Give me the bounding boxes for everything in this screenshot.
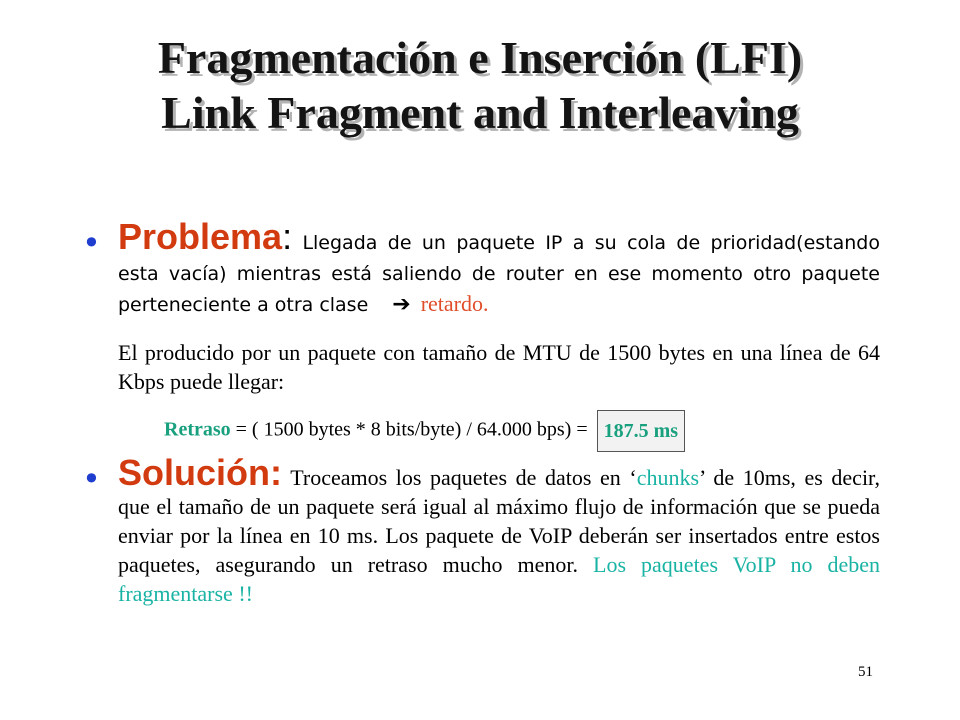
solution-text-after: ’ de 10ms, es decir, que el tamaño de un paquete será igual al máximo flujo de información que se pueda enviar por la línea en 10 ms. Los paquete de VoIP deberán ser insertados entre estos paquetes, asegurando un retraso mucho menor. (118, 465, 881, 577)
page-number: 51 (858, 664, 873, 680)
slide-title (0, 30, 960, 140)
problem-colon: : (282, 216, 293, 257)
problem-keyword: Problema (118, 216, 283, 257)
formula-line (164, 410, 685, 452)
title-line-1: Fragmentación e Inserción (LFI) (157, 32, 803, 83)
chunks-word: chunks (636, 465, 700, 490)
bullet-icon: • (82, 460, 101, 498)
bullet-icon: • (82, 224, 101, 262)
solution-keyword: Solución: (118, 452, 282, 493)
formula-label: Retraso (164, 418, 231, 441)
solution-text-before: Troceamos los paquetes de datos en ‘ (282, 465, 637, 490)
explanation-paragraph (118, 338, 880, 396)
solution-highlight: Los paquetes VoIP no deben fragmentarse !! (118, 552, 880, 606)
problem-result: retardo. (420, 291, 489, 316)
formula-result: 187.5 ms (597, 410, 685, 452)
title-line-2: Link Fragment and Interleaving (161, 87, 799, 138)
problem-paragraph (118, 216, 880, 320)
formula-expression: = ( 1500 bytes * 8 bits/byte) / 64.000 bps) = (230, 418, 593, 441)
solution-paragraph (118, 452, 881, 608)
arrow-icon: ➔ (392, 292, 411, 317)
problem-text: Llegada de un paquete IP a su cola de prioridad(estando esta vacía) mientras está saliendo de router en ese momento otro paquete perteneciente a otra clase (118, 232, 880, 316)
explanation-text: El producido por un paquete con tamaño de MTU de 1500 bytes en una línea de 64 Kbps puede llegar: (118, 340, 880, 394)
